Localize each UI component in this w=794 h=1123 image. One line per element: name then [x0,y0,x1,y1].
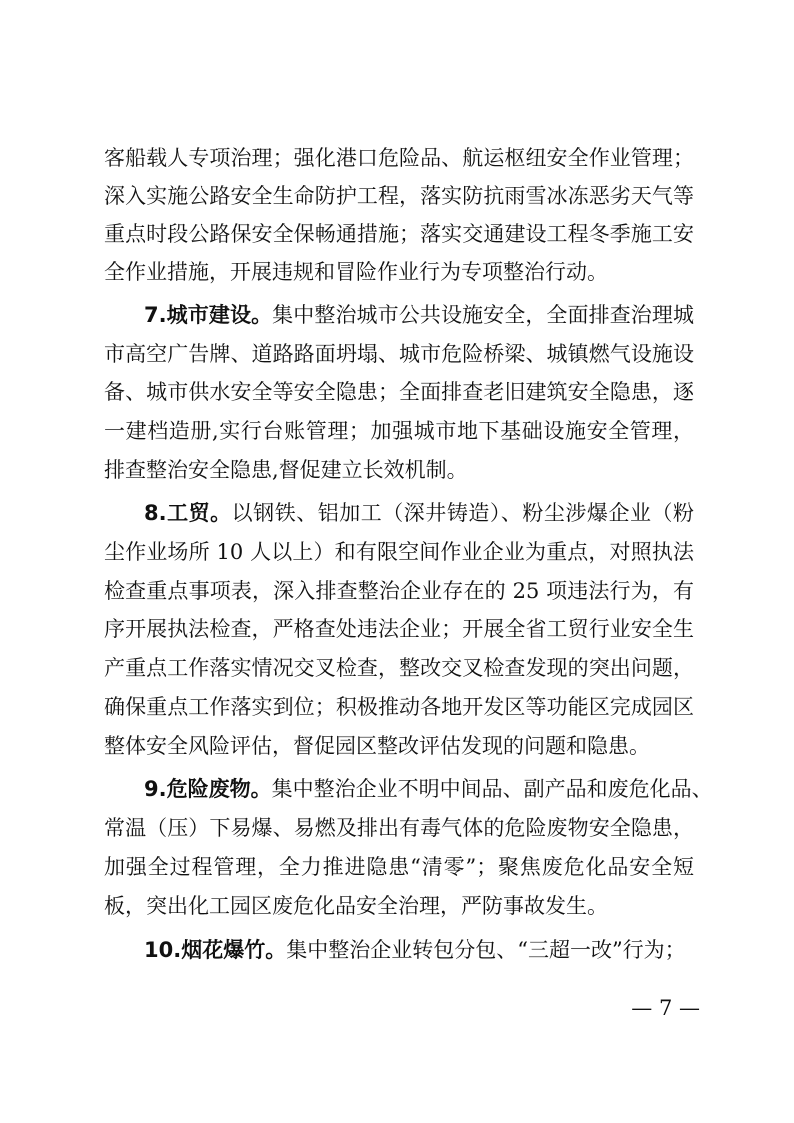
paragraph-line: 产重点工作落实情况交叉检查，整改交叉检查发现的突出问题， [104,656,694,680]
paragraph-text: 集中整治企业不明中间品、副产品和废危化品、 [271,777,713,801]
section-heading: 9.危险废物。 [144,777,272,801]
paragraph-line: 检查重点事项表，深入排查整治企业存在的 25 项违法行为，有 [104,579,694,603]
paragraph-first-line [144,935,694,965]
paragraph-line: 重点时段公路保安全保畅通措施；落实交通建设工程冬季施工安 [104,222,694,246]
paragraph-line: 确保重点工作落实到位；积极推动各地开发区等功能区完成园区 [104,695,694,719]
page-number: — 7 — [631,996,700,1020]
section-heading: 7.城市建设。 [144,303,273,327]
paragraph-text: 集中整治城市公共设施安全，全面排查治理城 [272,303,694,327]
section-heading: 10.烟花爆竹。 [144,938,287,962]
paragraph-text: 集中整治企业转包分包、“三超一改”行为； [286,938,686,962]
paragraph-line: 尘作业场所 10 人以上）和有限空间作业企业为重点，对照执法 [104,540,694,564]
paragraph-line: 加强全过程管理，全力推进隐患“清零”；聚焦废危化品安全短 [104,855,694,879]
paragraph-line: 客船载人专项治理；强化港口危险品、航运枢纽安全作业管理； [104,146,694,170]
paragraph-line: 市高空广告牌、道路路面坍塌、城市危险桥梁、城镇燃气设施设 [104,342,694,366]
paragraph-line: 序开展执法检查，严格查处违法企业；开展全省工贸行业安全生 [104,617,694,641]
paragraph-line: 备、城市供水安全等安全隐患；全面排查老旧建筑安全隐患，逐 [104,380,694,404]
section-heading: 8.工贸。 [144,501,232,525]
paragraph-text: 以钢铁、铝加工（深井铸造）、粉尘涉爆企业（粉 [231,501,694,525]
paragraph-line: 常温（压）下易爆、易燃及排出有毒气体的危险废物安全隐患， [104,816,694,840]
paragraph-first-line [144,774,713,804]
paragraph-line: 深入实施公路安全生命防护工程，落实防抗雨雪冰冻恶劣天气等 [104,184,694,208]
paragraph-line: 整体安全风险评估，督促园区整改评估发现的问题和隐患。 [104,734,650,758]
paragraph-line: 排查整治安全隐患,督促建立长效机制。 [104,458,468,482]
paragraph-first-line [144,498,694,528]
paragraph-line: 板，突出化工园区废危化品安全治理，严防事故发生。 [104,894,608,918]
paragraph-first-line [144,300,694,330]
paragraph-line: 一建档造册,实行台账管理；加强城市地下基础设施安全管理， [104,419,694,443]
paragraph-line: 全作业措施，开展违规和冒险作业行为专项整治行动。 [104,260,608,284]
